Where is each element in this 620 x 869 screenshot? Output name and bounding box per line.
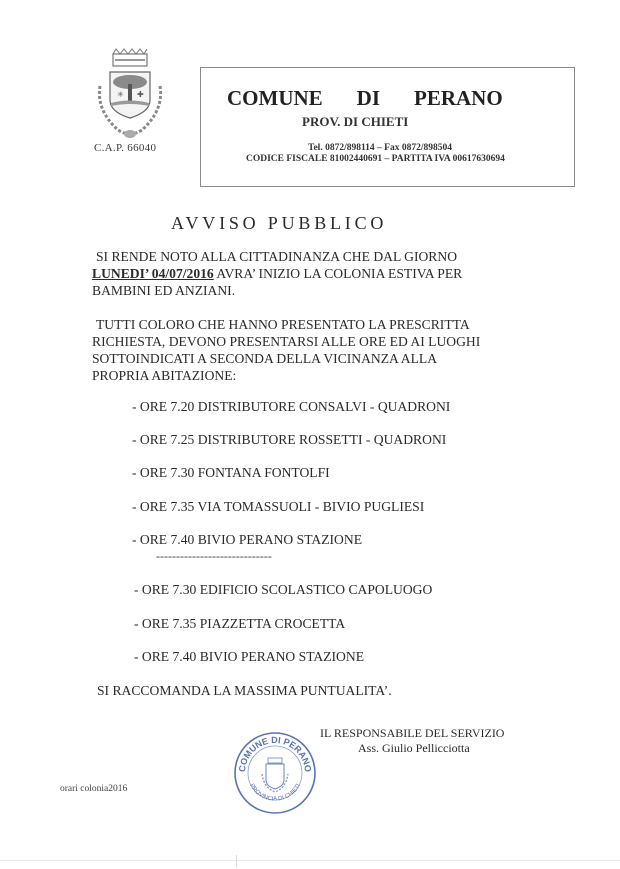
svg-text:✳: ✳ (117, 90, 124, 99)
separator-line: ----------------------------- (156, 549, 272, 563)
official-stamp-icon (232, 730, 318, 816)
instructions-line: SOTTOINDICATI A SECONDA DELLA VICINANZA ALLA (92, 351, 438, 366)
coat-of-arms-icon (88, 48, 172, 144)
svg-text:✚: ✚ (137, 90, 144, 99)
instructions-line: TUTTI COLORO CHE HANNO PRESENTATO LA PRESCRITTA (96, 317, 470, 332)
notice-title: AVVISO PUBBLICO (171, 213, 388, 233)
schedule-item: - ORE 7.30 FONTANA FONTOLFI (132, 465, 330, 480)
schedule-item: - ORE 7.40 BIVIO PERANO STAZIONE (132, 532, 362, 547)
scan-edge-line (0, 860, 620, 861)
title-word: PERANO (414, 86, 503, 110)
file-reference: orari colonia2016 (60, 784, 128, 794)
instructions-paragraph (92, 316, 480, 384)
signatory-name: Ass. Giulio Pellicciotta (358, 741, 470, 755)
postal-code: C.A.P. 66040 (94, 142, 157, 154)
municipality-name (227, 86, 503, 111)
instructions-line: RICHIESTA, DEVONO PRESENTARSI ALLE ORE ED AI LUOGHI (92, 334, 481, 349)
schedule-item: - ORE 7.35 PIAZZETTA CROCETTA (134, 616, 346, 631)
schedule-item: - ORE 7.35 VIA TOMASSUOLI - BIVIO PUGLIESI (132, 499, 425, 514)
svg-text:PROVINCIA DI CHIETI (248, 783, 302, 803)
schedule-item: - ORE 7.25 DISTRIBUTORE ROSSETTI - QUADRONI (132, 432, 447, 447)
stamp-top-text: COMUNE DI PERANO (236, 734, 314, 773)
closing-remark: SI RACCOMANDA LA MASSIMA PUNTUALITA’. (97, 683, 392, 698)
scan-edge-mark (236, 855, 237, 867)
intro-line: BAMBINI ED ANZIANI. (92, 283, 236, 298)
stamp-bottom-text: PROVINCIA DI CHIETI (248, 783, 302, 803)
instructions-line: PROPRIA ABITAZIONE: (92, 368, 237, 383)
title-word: COMUNE (227, 86, 323, 110)
contact-phone-fax: Tel. 0872/898114 – Fax 0872/898504 (308, 143, 453, 153)
schedule-item: - ORE 7.40 BIVIO PERANO STAZIONE (134, 649, 364, 664)
province: PROV. DI CHIETI (302, 114, 409, 129)
tax-codes: CODICE FISCALE 81002440691 – PARTITA IVA 00617630694 (246, 154, 505, 164)
schedule-item: - ORE 7.30 EDIFICIO SCOLASTICO CAPOLUOGO (134, 582, 433, 597)
intro-line-rest: AVRA’ INIZIO LA COLONIA ESTIVA PER (213, 266, 463, 281)
title-word: DI (356, 86, 381, 110)
start-date: LUNEDI’ 04/07/2016 (92, 266, 214, 281)
intro-line: SI RENDE NOTO ALLA CITTADINANZA CHE DAL GIORNO (96, 249, 458, 264)
schedule-item: - ORE 7.20 DISTRIBUTORE CONSALVI - QUADRONI (132, 399, 451, 414)
intro-paragraph (92, 248, 462, 299)
intro-line (92, 265, 462, 282)
signatory-role: IL RESPONSABILE DEL SERVIZIO (320, 726, 505, 740)
